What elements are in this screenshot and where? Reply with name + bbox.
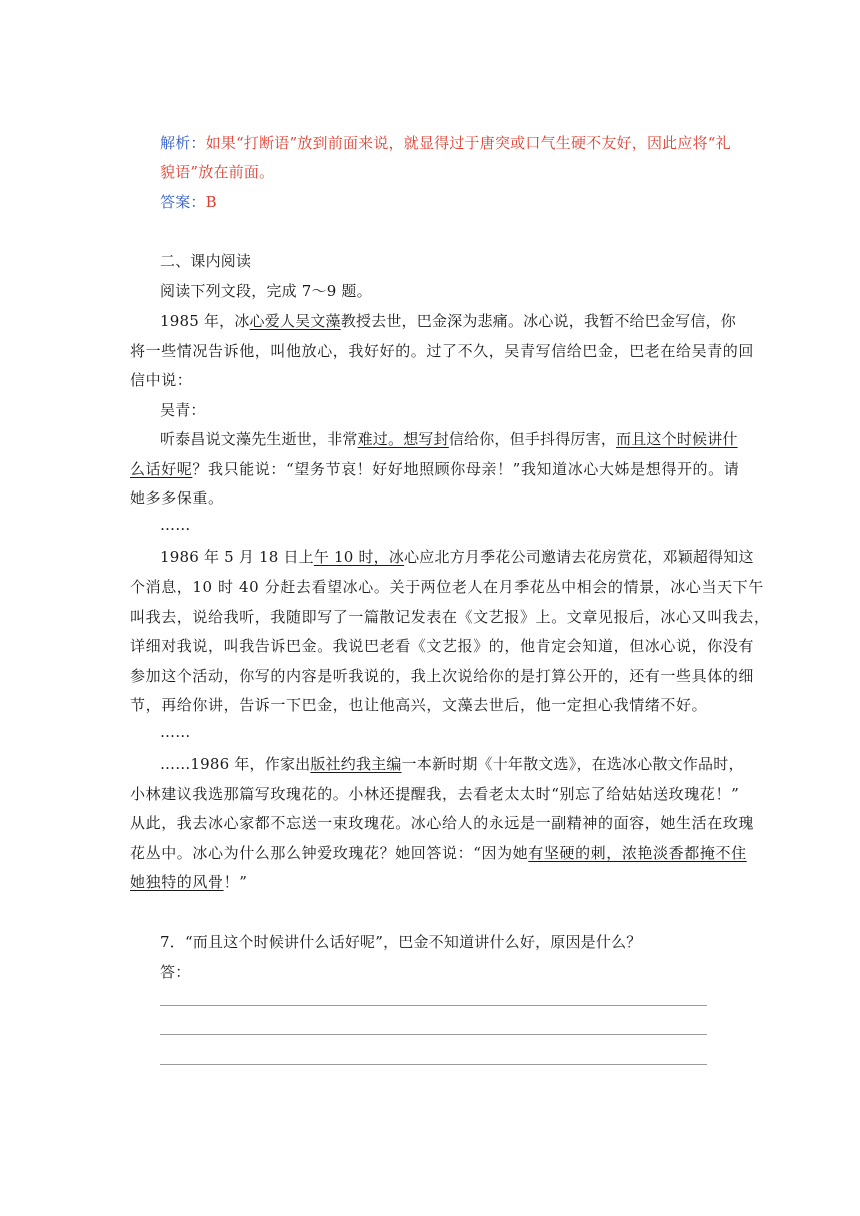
underlined-text: 难过。想写封 bbox=[357, 430, 449, 448]
passage-p1-line-1 bbox=[160, 312, 736, 330]
answer-line-1[interactable] bbox=[160, 1005, 707, 1006]
letter-line-1 bbox=[160, 430, 738, 448]
answer-label: 答案： bbox=[160, 193, 206, 211]
letter-line-2 bbox=[130, 460, 739, 478]
text-run: ！” bbox=[223, 873, 248, 891]
text-run: 信给你，但手抖得厉害， bbox=[448, 430, 617, 448]
underlined-text: 有坚硬的刺，浓艳淡香都掩不住 bbox=[528, 844, 747, 862]
analysis-line-1 bbox=[160, 134, 731, 152]
letter-line-3: 她多多保重。 bbox=[130, 489, 224, 507]
passage-p2-line-2: 个消息，10 时 40 分赶去看望冰心。关于两位老人在月季花丛中相会的情景，冰心当天下午 bbox=[130, 578, 764, 596]
passage-p2-line-4: 详细对我说，叫我告诉巴金。我说巴老看《文艺报》的，他肯定会知道，但冰心说，你没有 bbox=[130, 637, 755, 655]
text-run: 一本新时期《十年散文选》，在选冰心散文作品时， bbox=[401, 755, 744, 773]
passage-p3-line-3: 从此，我去冰心家都不忘送一束玫瑰花。冰心给人的永远是一副精神的面容，她生活在玫瑰 bbox=[130, 814, 755, 832]
letter-salutation: 吴青： bbox=[160, 401, 206, 419]
answer-label-7: 答： bbox=[160, 963, 191, 981]
text-run: 花丛中。冰心为什么那么钟爱玫瑰花？她回答说：“因为她 bbox=[130, 844, 529, 862]
passage-p3-line-2: 小林建议我选那篇写玫瑰花的。小林还提醒我，去看老太太时“别忘了给姑姑送玫瑰花！” bbox=[130, 785, 740, 803]
passage-p2-line-6: 节，再给你讲，告诉一下巴金，也让他高兴，文藻去世后，他一定担心我情绪不好。 bbox=[130, 696, 708, 714]
passage-p2-line-5: 参加这个活动，你写的内容是听我说的，我上次说给你的是打算公开的，还有一些具体的细 bbox=[130, 667, 755, 685]
text-run: 1986 年 5 月 18 日上 bbox=[160, 548, 314, 566]
passage-p1-line-3: 信中说： bbox=[130, 371, 193, 389]
text-run: 1985 年，冰 bbox=[160, 312, 250, 330]
answer-line-2[interactable] bbox=[160, 1034, 707, 1035]
answer-line-3[interactable] bbox=[160, 1064, 707, 1065]
underlined-text: 她独特的风骨 bbox=[130, 873, 224, 891]
underlined-text: 午 10 时，冰 bbox=[313, 548, 405, 566]
ellipsis-1: …… bbox=[160, 516, 191, 534]
analysis-label: 解析： bbox=[160, 134, 206, 152]
passage-p2-line-1 bbox=[160, 548, 754, 566]
passage-p2-line-3: 叫我去，说给我听，我随即写了一篇散记发表在《文艺报》上。文章见报后，冰心又叫我去， bbox=[130, 608, 770, 626]
passage-p3-line-5 bbox=[130, 873, 247, 891]
passage-p1-line-2: 将一些情况告诉他，叫他放心，我好好的。过了不久，吴青写信给巴金，巴老在给吴青的回 bbox=[130, 342, 755, 360]
text-run: ？我只能说：“望务节哀！好好地照顾你母亲！”我知道冰心大姊是想得开的。请 bbox=[192, 460, 740, 478]
text-run: ……1986 年，作家出 bbox=[160, 755, 311, 773]
passage-p3-line-4 bbox=[130, 844, 747, 862]
underlined-text: 么话好呢 bbox=[130, 460, 193, 478]
question-7: 7．“而且这个时候讲什么话好呢”，巴金不知道讲什么好，原因是什么？ bbox=[160, 933, 642, 951]
text-run: 教授去世，巴金深为悲痛。冰心说，我暂不给巴金写信，你 bbox=[340, 312, 736, 330]
passage-p3-line-1 bbox=[160, 755, 744, 773]
underlined-text: 版社约我主编 bbox=[310, 755, 402, 773]
ellipsis-2: …… bbox=[160, 723, 191, 741]
analysis-text-1: 如果“打断语”放到前面来说，就显得过于唐突或口气生硬不友好，因此应将“礼 bbox=[205, 134, 731, 152]
section-heading: 二、课内阅读 bbox=[160, 252, 252, 270]
section-instruction: 阅读下列文段，完成 7～9 题。 bbox=[160, 282, 372, 300]
analysis-line-2: 貌语”放在前面。 bbox=[160, 163, 275, 181]
answer-line bbox=[160, 193, 217, 211]
answer-value: B bbox=[205, 193, 217, 211]
text-run: 听泰昌说文藻先生逝世，非常 bbox=[160, 430, 358, 448]
underlined-text: 而且这个时候讲什 bbox=[616, 430, 738, 448]
underlined-text: 心爱人吴文藻 bbox=[249, 312, 341, 330]
text-run: 心应北方月季花公司邀请去花房赏花，邓颖超得知这 bbox=[404, 548, 754, 566]
